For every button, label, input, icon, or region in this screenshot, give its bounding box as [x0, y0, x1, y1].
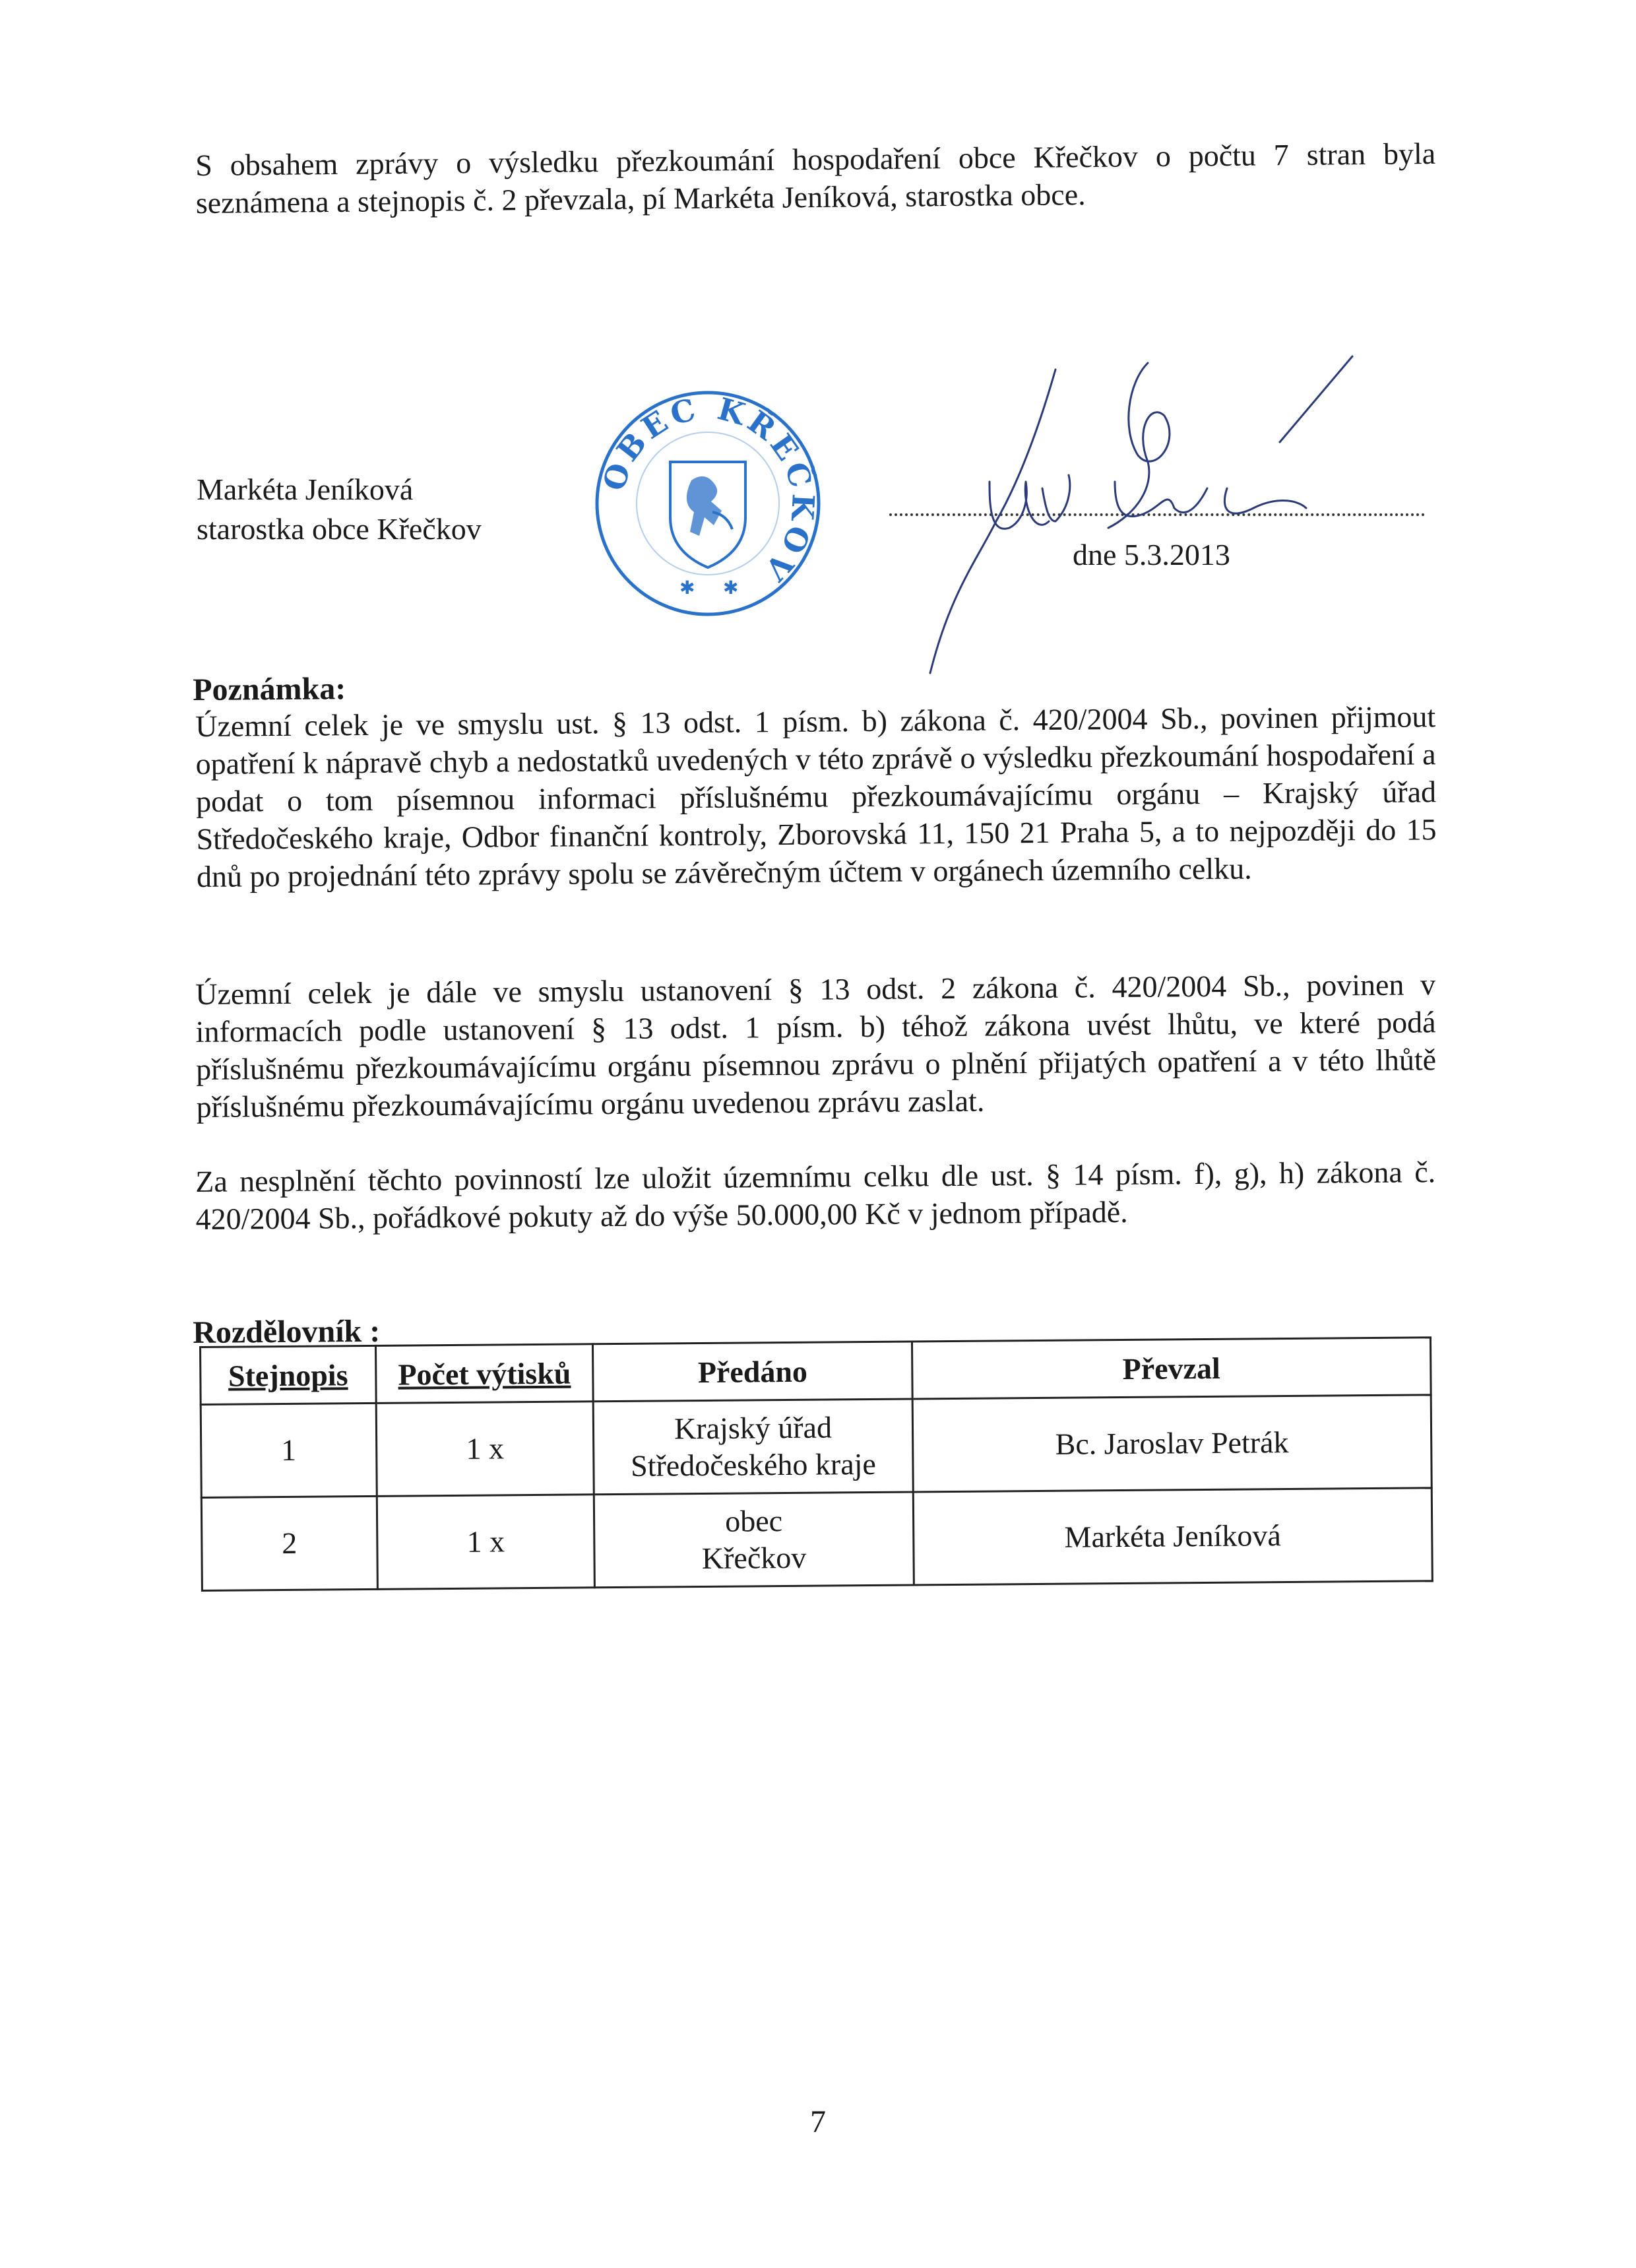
received-cell: Markéta Jeníková	[913, 1488, 1432, 1585]
table-row	[201, 1488, 1432, 1591]
column-header: Stejnopis	[201, 1345, 376, 1404]
handwritten-signature	[910, 343, 1412, 699]
signer-name: Markéta Jeníková	[197, 472, 414, 506]
note-paragraph: Za nesplnění těchto povinností lze uložit územnímu celku dle ust. § 14 písm. f), g), h) zákona č. 420/2004 Sb., pořádkové pokuty až do výše 50.000,00 Kč v jednom případě.	[195, 1155, 1436, 1236]
coat-of-arms-icon	[670, 462, 745, 567]
handed-line: obec	[725, 1504, 783, 1538]
note-paragraph: Územní celek je dále ve smyslu ustanovení § 13 odst. 2 zákona č. 420/2004 Sb., povinen v informacích podle ustanovení § 13 odst. 1 písm. b) téhož zákona uvést lhůtu, ve které podá příslušnému přezkoumávajícímu orgánu písemnou zprávu o plnění přijatých opatření a v této lhůtě příslušnému přezkoumávajícímu orgánu uvedenou zprávu zaslat.	[195, 967, 1437, 1124]
column-header: Počet výtisků	[375, 1344, 593, 1404]
stamp-star-icon: ✱	[679, 578, 695, 599]
handed-line: Středočeského kraje	[630, 1446, 877, 1483]
column-header: Předáno	[593, 1342, 912, 1402]
handed-cell	[594, 1492, 914, 1588]
handed-cell	[594, 1399, 914, 1495]
copy-cell: 1	[201, 1403, 377, 1497]
count-cell: 1 x	[376, 1402, 594, 1497]
handed-line: Křečkov	[701, 1540, 807, 1576]
note-heading: Poznámka:	[193, 671, 346, 707]
stamp-text: OBEC KŘEČKOV	[595, 390, 821, 591]
intro-paragraph: S obsahem zprávy o výsledku přezkoumání hospodaření obce Křečkov o počtu 7 stran byla seznámena a stejnopis č. 2 převzala, pí Markéta Jeníková, starostka obce.	[195, 136, 1436, 220]
count-cell: 1 x	[377, 1495, 595, 1590]
handed-line: Krajský úřad	[674, 1410, 833, 1446]
copy-cell: 2	[201, 1496, 377, 1590]
table-header-row	[201, 1338, 1432, 1405]
page-number: 7	[810, 2104, 826, 2139]
table-row	[201, 1395, 1432, 1498]
column-header: Převzal	[912, 1338, 1431, 1399]
stamp-star-icon: ✱	[723, 578, 739, 599]
signature-date: dne 5.3.2013	[1073, 538, 1230, 571]
distribution-heading: Rozdělovník :	[193, 1313, 381, 1350]
municipal-stamp	[592, 388, 823, 619]
note-paragraph: Územní celek je ve smyslu ust. § 13 odst. 1 písm. b) zákona č. 420/2004 Sb., povinen přijmout opatření k nápravě chyb a nedostatků uvedených v této zprávě o výsledku přezkoumání hospodaření a podat o tom písemnou informaci příslušnému přezkoumávajícímu orgánu – Krajský úřad Středočeského kraje, Odbor finanční kontroly, Zborovská 11, 150 21 Praha 5, a to nejpozději do 15 dnů po projednání této zprávy spolu se závěrečným účtem v orgánech územního celku.	[195, 699, 1437, 893]
signer-block	[197, 470, 482, 549]
received-cell: Bc. Jaroslav Petrák	[912, 1395, 1432, 1492]
signer-role: starostka obce Křečkov	[197, 512, 482, 546]
distribution-table	[199, 1336, 1433, 1592]
